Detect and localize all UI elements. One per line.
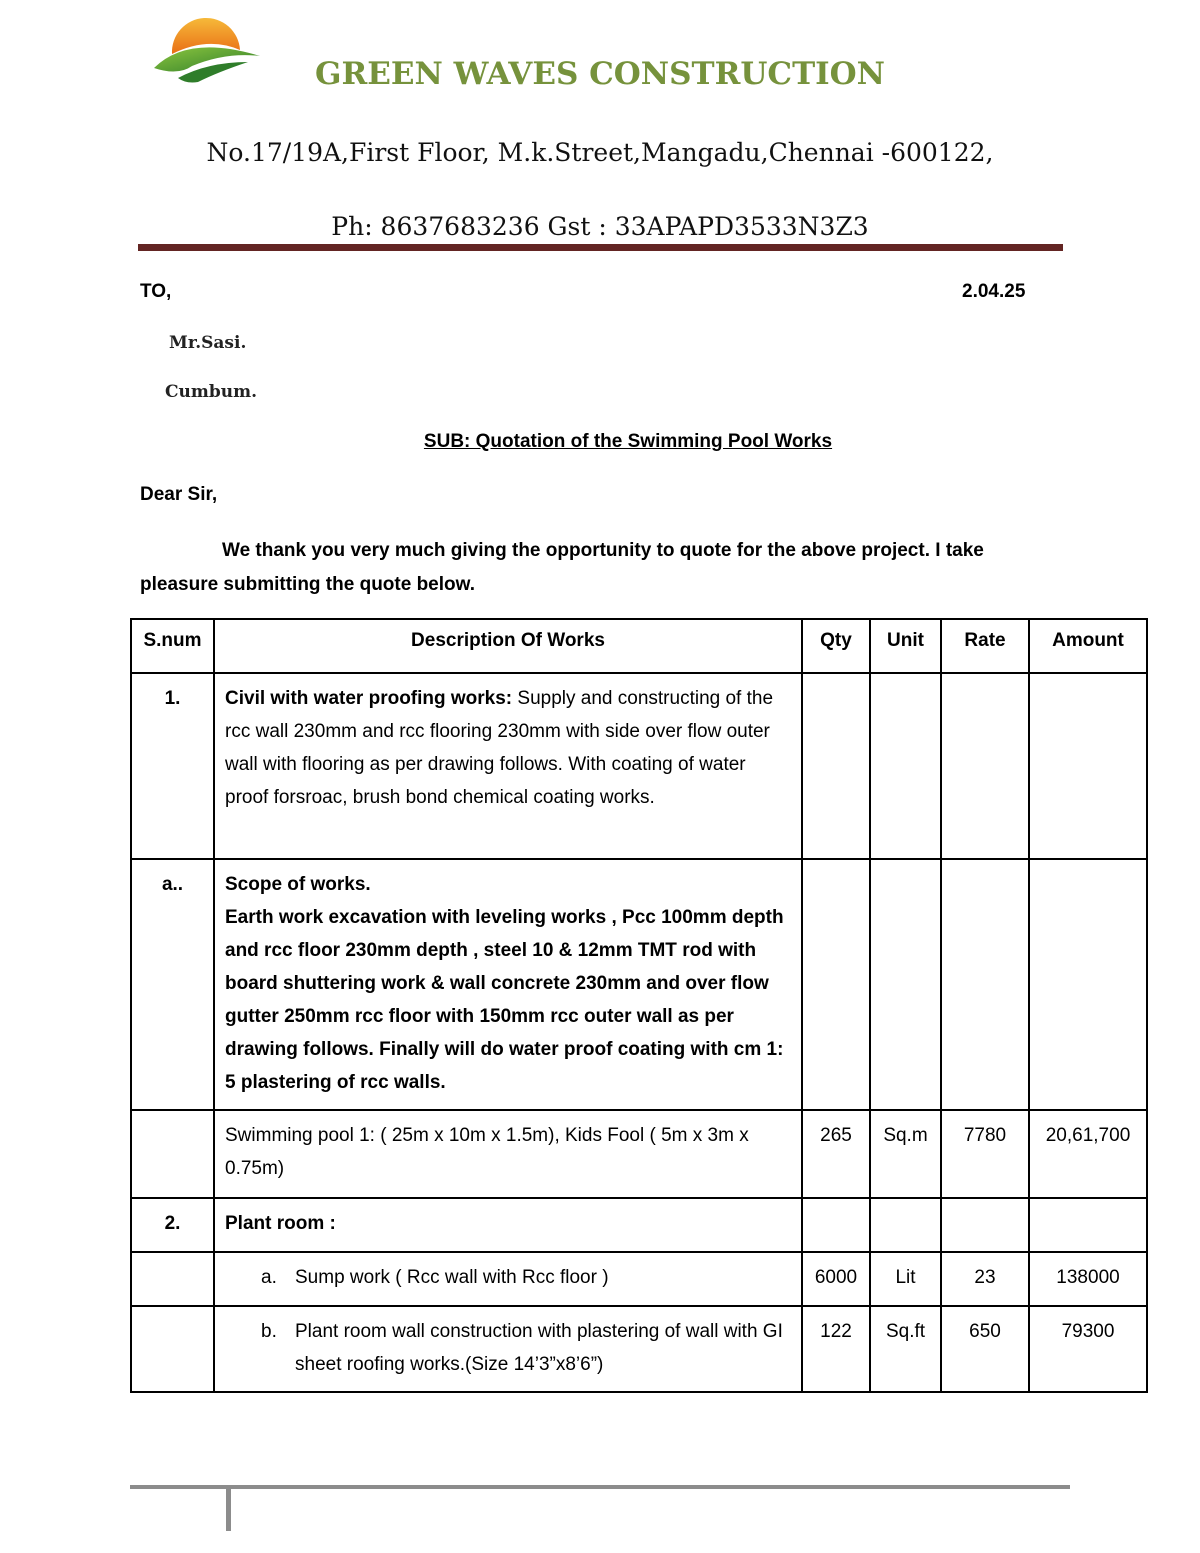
header-unit: Unit (870, 619, 941, 673)
row-description (214, 859, 802, 1110)
row-description: Plant room : (214, 1198, 802, 1252)
row-description (214, 1252, 802, 1306)
recipient-city: Cumbum. (165, 382, 258, 402)
footer-divider (130, 1485, 1070, 1489)
intro-paragraph (140, 534, 1070, 602)
salutation: Dear Sir, (140, 484, 218, 505)
row-num: 2. (131, 1198, 214, 1252)
quotation-table (130, 618, 1148, 1393)
company-contact: Ph: 8637683236 Gst : 33APAPD3533N3Z3 (331, 212, 869, 241)
row-rate (941, 1198, 1029, 1252)
row-sub-label: b. (261, 1321, 277, 1342)
row-num (131, 1306, 214, 1392)
header-description: Description Of Works (214, 619, 802, 673)
row-amount: 20,61,700 (1029, 1110, 1147, 1198)
row-amount (1029, 673, 1147, 859)
row-rate: 7780 (941, 1110, 1029, 1198)
table-row (131, 1198, 1147, 1252)
row-unit (870, 673, 941, 859)
table-header-row (131, 619, 1147, 673)
footer-marker (226, 1489, 231, 1531)
row-unit: Sq.ft (870, 1306, 941, 1392)
subject-line: SUB: Quotation of the Swimming Pool Works (423, 431, 833, 452)
row-num: 1. (131, 673, 214, 859)
row-description (214, 1306, 802, 1392)
row-qty: 122 (802, 1306, 870, 1392)
intro-line-1: We thank you very much giving the opportunity to quote for the above project. I take (222, 540, 984, 561)
row-rate (941, 673, 1029, 859)
company-name: GREEN WAVES CONSTRUCTION (315, 56, 885, 92)
row-desc-text: Earth work excavation with leveling works , Pcc 100mm depth and rcc floor 230mm depth , steel 10 & 12mm TMT rod with board shuttering work & wall concrete 230mm and over flow gutter 250mm rcc floor with 150mm rcc outer wall as per drawing follows. Finally will do water proof coating with cm 1: 5 plastering of rcc walls. (225, 907, 784, 1093)
row-num (131, 1252, 214, 1306)
row-description: Swimming pool 1: ( 25m x 10m x 1.5m), Kids Fool ( 5m x 3m x 0.75m) (214, 1110, 802, 1198)
row-unit (870, 1198, 941, 1252)
row-desc-text: Sump work ( Rcc wall with Rcc floor ) (295, 1267, 609, 1288)
row-rate: 23 (941, 1252, 1029, 1306)
row-desc-text: Supply and constructing of the rcc wall 230mm and rcc flooring 230mm with side over flow outer wall with flooring as per drawing follows. With coating of water proof forsroac, brush bond chemical coating works. (225, 688, 774, 808)
row-sub-label: a. (261, 1267, 277, 1288)
letter-date: 2.04.25 (962, 281, 1026, 302)
company-address: No.17/19A,First Floor, M.k.Street,Mangadu,Chennai -600122, (206, 138, 994, 167)
row-unit (870, 859, 941, 1110)
header-snum: S.num (131, 619, 214, 673)
table-row (131, 859, 1147, 1110)
intro-line-2: pleasure submitting the quote below. (140, 574, 475, 595)
row-rate: 650 (941, 1306, 1029, 1392)
header-qty: Qty (802, 619, 870, 673)
table-row (131, 1110, 1147, 1198)
row-amount: 79300 (1029, 1306, 1147, 1392)
row-num (131, 1110, 214, 1198)
row-amount (1029, 1198, 1147, 1252)
row-rate (941, 859, 1029, 1110)
row-unit: Sq.m (870, 1110, 941, 1198)
row-qty: 6000 (802, 1252, 870, 1306)
header-amount: Amount (1029, 619, 1147, 673)
to-label: TO, (140, 281, 172, 302)
row-qty: 265 (802, 1110, 870, 1198)
row-description (214, 673, 802, 859)
row-unit: Lit (870, 1252, 941, 1306)
row-qty (802, 673, 870, 859)
row-qty (802, 1198, 870, 1252)
row-amount: 138000 (1029, 1252, 1147, 1306)
row-num: a.. (131, 859, 214, 1110)
row-qty (802, 859, 870, 1110)
row-desc-title: Scope of works. (225, 874, 371, 895)
table-row (131, 1252, 1147, 1306)
table-row (131, 673, 1147, 859)
row-desc-text: Plant room wall construction with plastering of wall with GI sheet roofing works.(Size 14’3”x8’6”) (295, 1321, 783, 1375)
header-rate: Rate (941, 619, 1029, 673)
row-amount (1029, 859, 1147, 1110)
header-divider (138, 244, 1063, 251)
row-desc-title: Civil with water proofing works: (225, 688, 513, 709)
table-row (131, 1306, 1147, 1392)
recipient-name: Mr.Sasi. (169, 333, 247, 353)
